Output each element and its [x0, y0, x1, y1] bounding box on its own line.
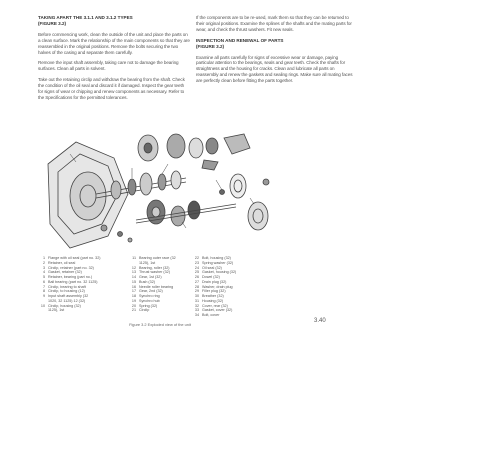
legend-item-text: Ball bearing (part no. 32 1125)	[48, 279, 98, 284]
legend-item-text: Filler plug (32)	[202, 289, 226, 294]
legend-item-number: 11	[132, 256, 136, 260]
legend-item-number: 1	[42, 256, 45, 260]
legend-item-text: Gear, 2nd (32)	[139, 289, 163, 294]
figure-legend-column-1	[37, 256, 123, 313]
legend-item-number: 4	[42, 270, 45, 275]
legend-item-number: 10	[40, 303, 45, 308]
legend-item-text: Bearing outer race (32	[139, 256, 176, 260]
section-heading: TAKING APART THE 3.1.1 AND 3.1.2 TYPES	[38, 15, 133, 20]
legend-item-text: Spring (32)	[139, 303, 158, 308]
legend-item-number: 14	[131, 275, 136, 279]
legend-item-number	[37, 308, 45, 313]
figure-caption: Figure 3.2 Exploded view of the unit	[129, 322, 191, 327]
legend-item-number: 31	[194, 298, 199, 303]
legend-item-number: 21	[131, 308, 136, 313]
legend-item-text: Retainer, bearing (part no.)	[48, 275, 93, 279]
paragraph: Before commencing work, clean the outside of the unit and place the parts on a clean surface. Mark the relationship of the main components so that they are reassembled in the original positions. Remove the bolts securing the two halves of the casing and separate them carefully.	[38, 31, 190, 55]
legend-item-number: 29	[194, 289, 199, 294]
legend-item-text: Circlip, bearing to shaft	[48, 284, 86, 289]
figure-legend-column-2	[128, 256, 186, 313]
legend-item-number: 15	[131, 279, 136, 284]
legend-item-text: Gasket, housing (32)	[202, 270, 237, 275]
paragraph: Remove the input shaft assembly, taking care not to damage the bearing surfaces. Clean all parts in solvent.	[38, 60, 179, 72]
legend-item-text: Bush (32)	[139, 279, 155, 284]
legend-item-text: Bearing, roller (32)	[139, 265, 170, 270]
legend-item-number: 25	[194, 270, 199, 275]
legend-item-text: Input shaft assembly (32	[48, 294, 89, 298]
legend-item-text: Needle roller bearing	[139, 284, 174, 289]
legend-item-number: 28	[194, 284, 199, 289]
legend-item-text: Bolt, cover	[202, 313, 220, 317]
legend-item-text: Flange with oil seal (part no. 32)	[48, 256, 101, 260]
legend-item-number: 17	[131, 289, 136, 294]
text-column-left	[38, 15, 190, 106]
legend-item-text: Synchro ring	[139, 294, 160, 298]
figure-legend-column-3	[191, 256, 271, 318]
legend-item-text: Gear, 1st (32)	[139, 275, 162, 279]
legend-item-number: 22	[194, 256, 199, 260]
legend-item-text: Circlip, retainer (part no. 32)	[48, 265, 94, 270]
legend-item-number: 34	[194, 313, 199, 317]
section-heading: INSPECTION AND RENEWAL OF PARTS	[196, 37, 284, 43]
legend-item-number: 5	[42, 275, 45, 279]
legend-item-number: 24	[194, 265, 199, 270]
legend-item-number: 13	[131, 270, 136, 275]
legend-item-number: 8	[42, 289, 45, 294]
legend-item-text: Drain plug (32)	[202, 279, 227, 284]
legend-item-number: 20	[131, 303, 136, 308]
text-column-right	[196, 15, 356, 89]
legend-item-number: 16	[131, 284, 136, 289]
legend-item-number: 9	[42, 294, 45, 298]
legend-item-text: Gasket, cover (32)	[202, 308, 233, 313]
page-number: 3.40	[314, 318, 326, 324]
paragraph: Take out the retaining circlip and withdraw the bearing from the shaft. Check the condition of the oil seal and discard it if damaged. Inspect the gear teeth for signs of wear or chipping and renew components as necessary. Refer to the Specifications for the permitted tolerances.	[38, 77, 185, 100]
legend-item-text: Circlip, housing (32)	[48, 303, 81, 308]
legend-item-number: 2	[42, 260, 45, 265]
legend-item-number: 33	[194, 308, 199, 313]
paragraph: If the components are to be re-used, mark them so that they can be returned to their original positions. Examine the splines of the shafts and the mating parts for wear, and check the thrust washers. Fit new seals.	[196, 15, 352, 32]
legend-item-text: Washer, drain plug	[202, 284, 233, 289]
legend-item-number: 23	[194, 260, 199, 265]
legend-item-text: Oil seal (32)	[202, 265, 222, 270]
legend-item-text: 1125), 1st	[48, 308, 65, 313]
legend-item-number: 32	[194, 303, 199, 308]
legend-item-number: 26	[194, 275, 199, 279]
legend-item-text: Retainer, oil seal	[48, 260, 76, 265]
legend-item-text: Gasket, retainer (32)	[48, 270, 82, 275]
legend-item-number: 18	[131, 294, 136, 298]
legend-item	[128, 308, 186, 313]
legend-item-number: 7	[42, 284, 45, 289]
legend-item-text: Cover, rear (32)	[202, 303, 228, 308]
section-subheading: (FIGURE 3.2)	[38, 20, 67, 26]
legend-item-text: Synchro hub	[139, 298, 160, 303]
exploded-view-figure	[36, 124, 288, 254]
legend-item-number: 3	[42, 265, 45, 270]
legend-item-text: Thrust washer (32)	[139, 270, 170, 275]
legend-item	[37, 308, 123, 313]
legend-item-number: 12	[131, 265, 136, 270]
legend-item-text: Circlip, to housing (12)	[48, 289, 85, 294]
legend-item	[191, 313, 271, 318]
legend-item-text: 1020, 32 1125) 12 (32)	[48, 298, 86, 303]
legend-item-text: 1125), 1st	[139, 260, 156, 265]
paragraph: Examine all parts carefully for signs of excessive wear or damage, paying particular attention to the bearings, seals and gear teeth. Check the shafts for straightness and the housing for cracks. Clean and lubricate all parts on reassembly and renew the gaskets and sealing rings. Make sure all mating faces are perfectly clean before fitting the parts together.	[196, 54, 353, 84]
legend-item-text: Bolt, housing (32)	[202, 256, 231, 260]
legend-item-text: Spring washer (32)	[202, 260, 234, 265]
legend-item-number: 30	[194, 294, 199, 298]
legend-item-text: Breather (32)	[202, 294, 224, 298]
legend-item-number: 27	[194, 279, 199, 284]
legend-item-text: Dowel (32)	[202, 275, 220, 279]
legend-item-text: Housing (32)	[202, 298, 224, 303]
legend-item-text: Circlip	[139, 308, 150, 313]
legend-item-number: 19	[131, 298, 136, 303]
section-subheading: (FIGURE 3.2)	[196, 43, 225, 49]
legend-item-number: 6	[42, 279, 45, 284]
